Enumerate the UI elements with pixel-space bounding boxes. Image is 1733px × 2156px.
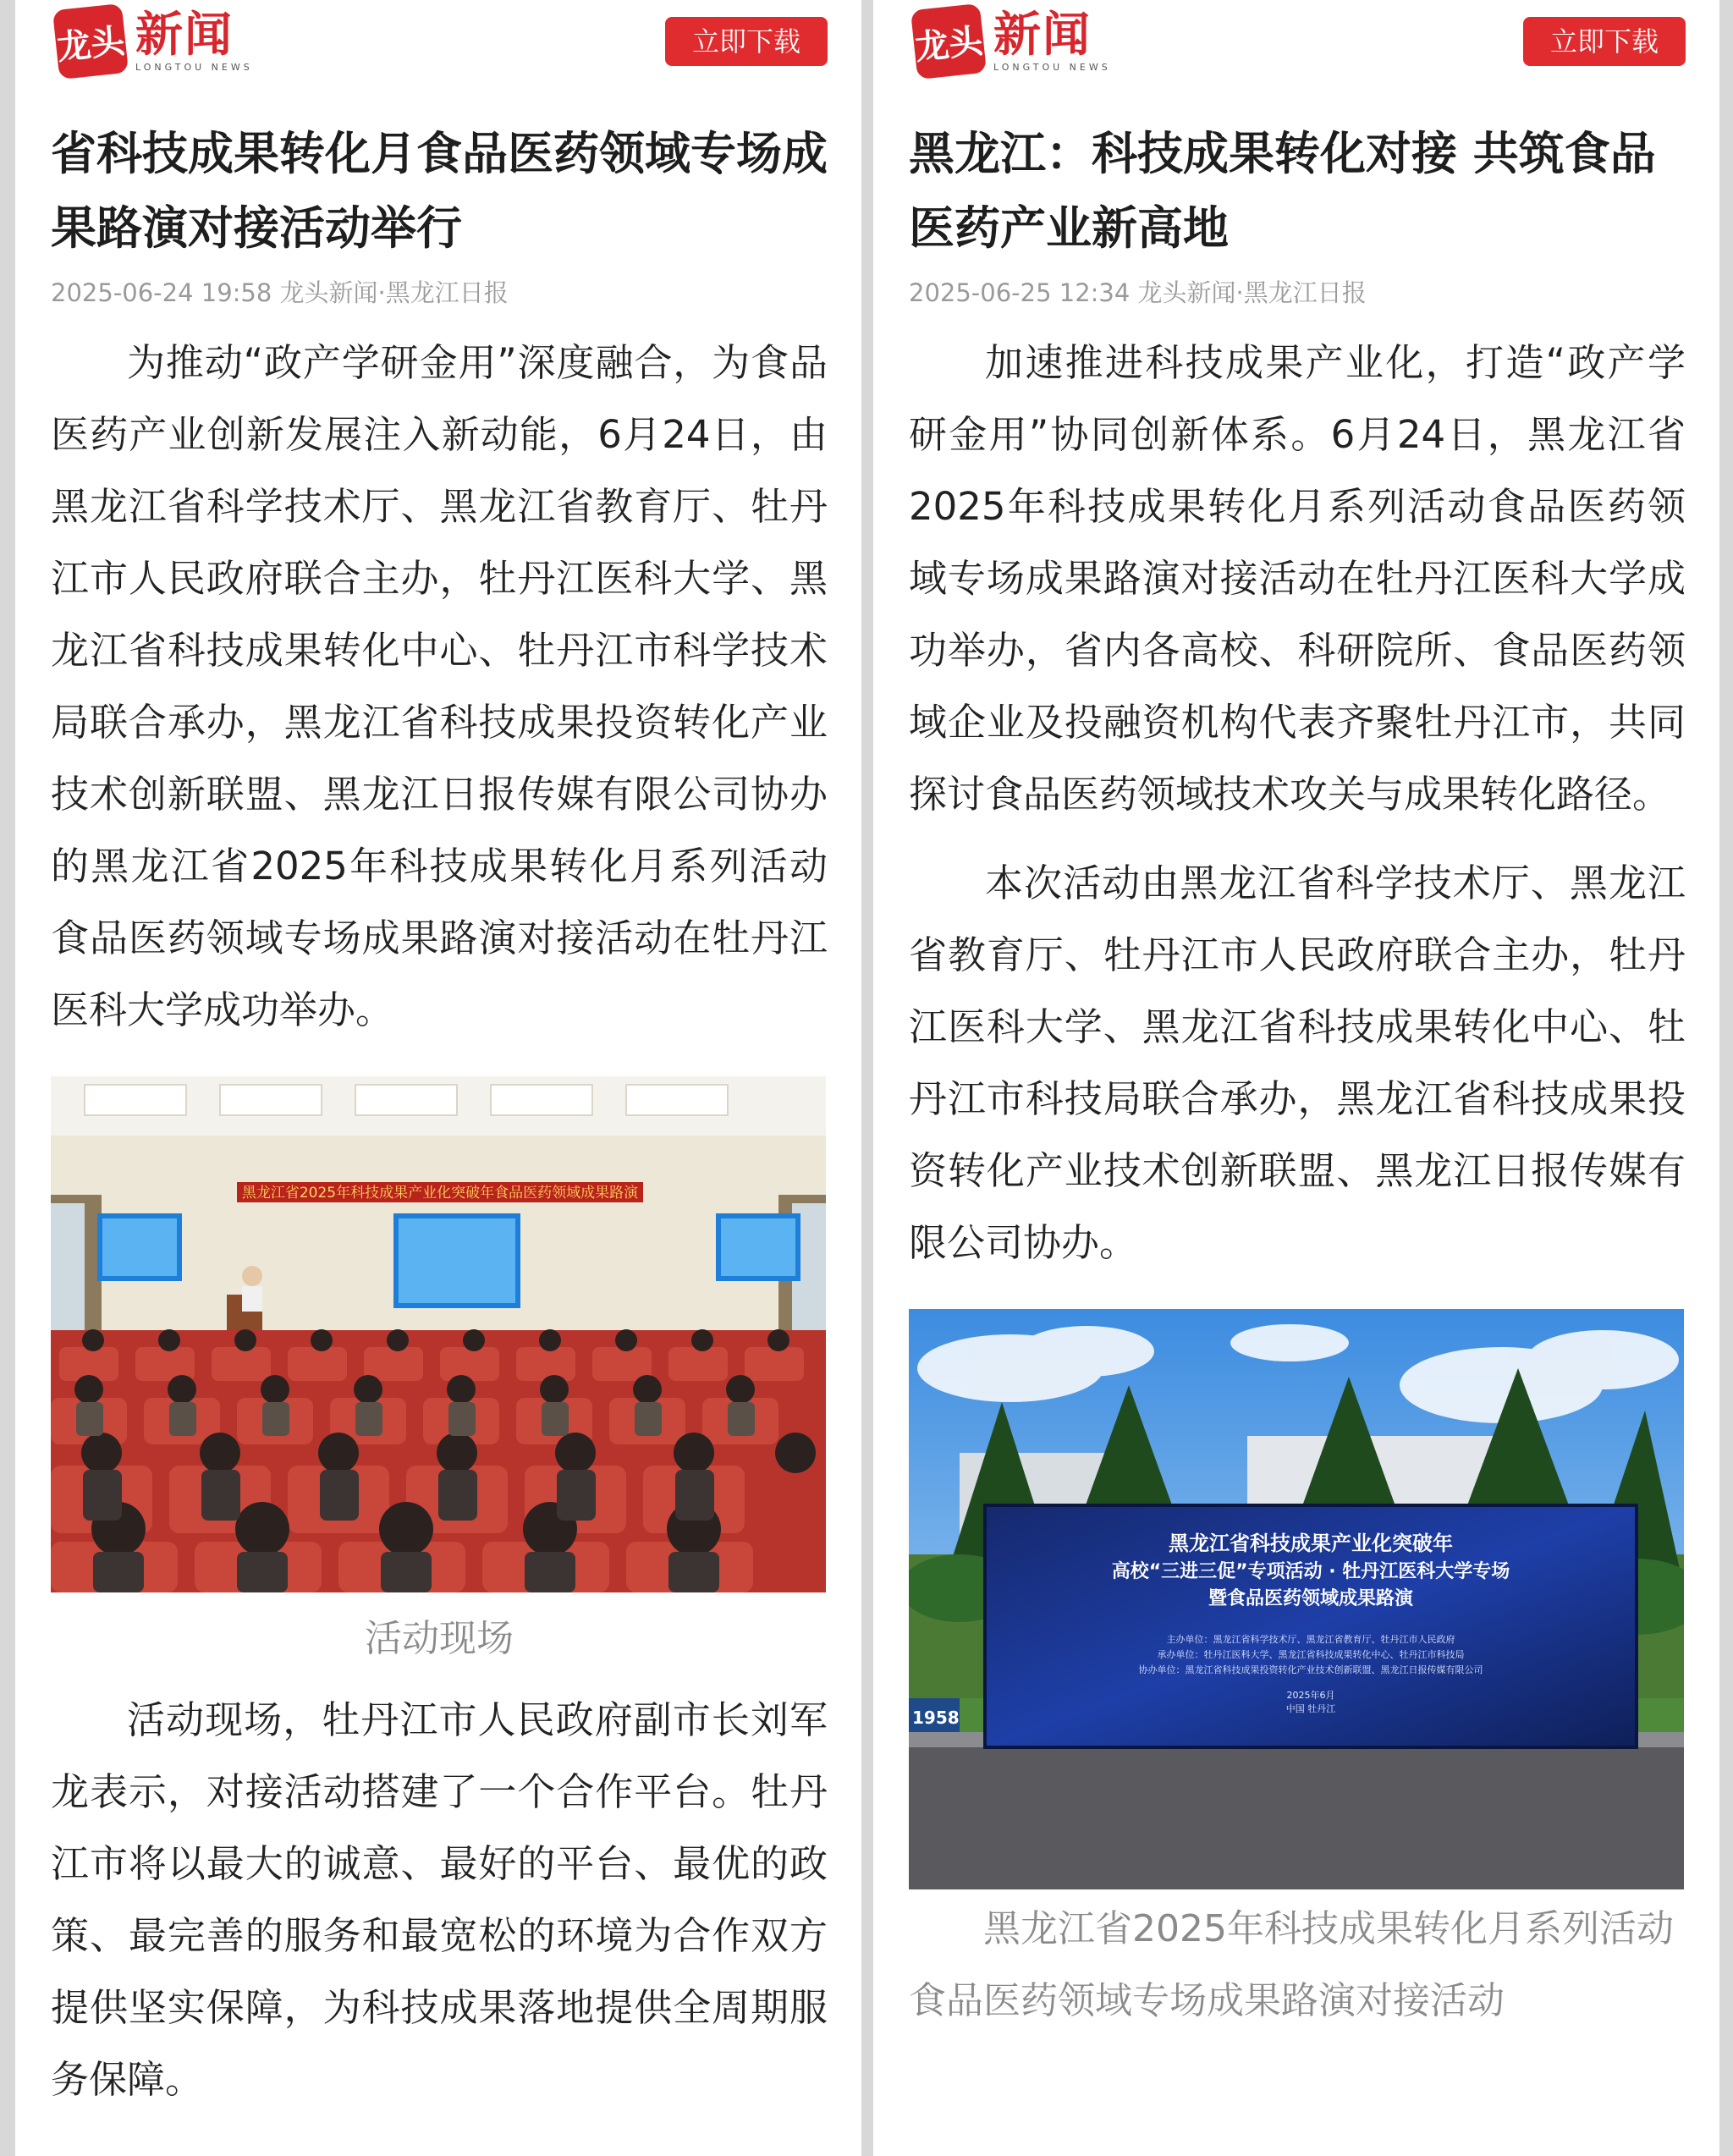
board-title-3: 暨食品医药领域成果路演 <box>1208 1588 1414 1609</box>
photo-caption: 活动现场 <box>365 1617 514 1660</box>
board-organizer: 主办单位：黑龙江省科学技术厅、黑龙江省教育厅、牡丹江市人民政府 <box>1166 1634 1455 1645</box>
board-undertaker: 承办单位：牡丹江医科大学、黑龙江省科技成果转化中心、牡丹江市科技局 <box>1157 1649 1465 1660</box>
article-body <box>873 117 1719 2037</box>
photo-caption: 黑龙江省2025年科技成果转化月系列活动食品医药领域专场成果路演对接活动 <box>909 1907 1674 2022</box>
article-panel-left[interactable] <box>15 0 861 2156</box>
building-number: 1958 <box>912 1708 960 1728</box>
brand-name: 新闻 <box>135 8 234 63</box>
board-place: 中国 牡丹江 <box>1285 1703 1336 1714</box>
longtou-logo-icon: 龙头 <box>911 3 987 80</box>
article-body <box>15 117 861 2115</box>
article-paragraph: 为推动“政产学研金用”深度融合，为食品医药产业创新发展注入新动能，6月24日，由黑龙江省科学技术厅、黑龙江省教育厅、牡丹江市人民政府联合主办，牡丹江医科大学、黑龙江省科技成果转化中心、牡丹江市科学技术局联合承办，黑龙江省科技成果投资转化产业技术创新联盟、黑龙江日报传媒有限公司协办的黑龙江省2025年科技成果转化月系列活动食品医药领域专场成果路演对接活动在牡丹江医科大学成功举办。 <box>51 340 828 1032</box>
app-header <box>873 0 1719 85</box>
download-button[interactable]: 立即下载 <box>1523 17 1686 66</box>
article-meta: 2025-06-24 19:58 龙头新闻·黑龙江日报 <box>51 278 509 307</box>
article-title: 省科技成果转化月食品医药领域专场成果路演对接活动举行 <box>51 127 828 255</box>
event-hall-photo[interactable] <box>51 1076 826 1592</box>
article-paragraph: 活动现场，牡丹江市人民政府副市长刘军龙表示，对接活动搭建了一个合作平台。牡丹江市将以最大的诚意、最好的平台、最优的政策、最完善的服务和最宽松的环境为合作双方提供坚实保障，为科技成果落地提供全周期服务保障。 <box>51 1697 828 2102</box>
article-panel-right[interactable] <box>873 0 1719 2156</box>
board-title-1: 黑龙江省科技成果产业化突破年 <box>1169 1532 1453 1555</box>
hall-banner-text: 黑龙江省2025年科技成果产业化突破年食品医药领域成果路演 <box>241 1185 639 1202</box>
article-paragraph: 加速推进科技成果产业化，打造“政产学研金用”协同创新体系。6月24日，黑龙江省2025年科技成果转化月系列活动食品医药领域专场成果路演对接活动在牡丹江医科大学成功举办，省内各高校、科研院所、食品医药领域企业及投融资机构代表齐聚牡丹江市，共同探讨食品医药领域技术攻关与成果转化路径。 <box>909 340 1686 817</box>
brand-logo[interactable] <box>914 7 1111 76</box>
download-button[interactable]: 立即下载 <box>665 17 828 66</box>
brand-name: 新闻 <box>993 8 1092 63</box>
brand-logo[interactable] <box>56 7 253 76</box>
event-board-photo[interactable] <box>909 1309 1684 1889</box>
board-title-2: 高校“三进三促”专项活动 · 牡丹江医科大学专场 <box>1111 1561 1510 1582</box>
longtou-logo-icon: 龙头 <box>52 3 129 80</box>
board-date: 2025年6月 <box>1286 1690 1335 1701</box>
article-meta: 2025-06-25 12:34 龙头新闻·黑龙江日报 <box>909 278 1367 307</box>
article-title: 黑龙江：科技成果转化对接 共筑食品医药产业新高地 <box>909 127 1656 255</box>
article-paragraph: 本次活动由黑龙江省科学技术厅、黑龙江省教育厅、牡丹江市人民政府联合主办，牡丹江医科大学、黑龙江省科技成果转化中心、牡丹江市科技局联合承办，黑龙江省科技成果投资转化产业技术创新联盟、黑龙江日报传媒有限公司协办。 <box>909 861 1686 1265</box>
brand-name-en: LONGTOU NEWS <box>135 62 253 73</box>
brand-name-en: LONGTOU NEWS <box>993 62 1111 73</box>
app-header <box>15 0 861 85</box>
board-co-organizer: 协办单位：黑龙江省科技成果投资转化产业技术创新联盟、黑龙江日报传媒有限公司 <box>1138 1664 1483 1675</box>
